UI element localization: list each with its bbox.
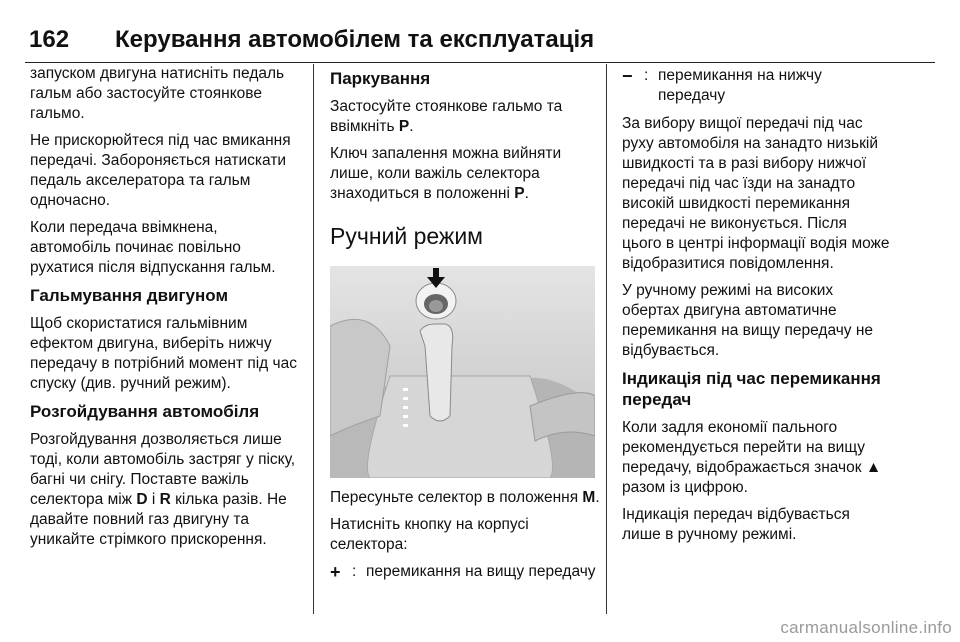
gear-p-label: P (514, 185, 525, 202)
column-2 (330, 64, 602, 590)
gear-selector-drawing (330, 266, 595, 478)
paragraph: Коли передача ввімкнена, автомобіль починає повільно рухатися після відпускання гальм. (30, 219, 276, 276)
gear-selector-illustration (330, 266, 595, 478)
page-header (25, 18, 935, 63)
paragraph: У ручному режимі на високих обертах двигуна автоматичне перемикання на вищу передачу не відбувається. (622, 282, 874, 359)
gear-r-label: R (159, 491, 171, 508)
section-heading-engine-braking: Гальмування двигуном (30, 286, 229, 305)
paragraph: Ключ запалення можна вийняти лише, коли важіль селектора знаходиться в положенні P. (330, 145, 562, 202)
paragraph: Натисніть кнопку на корпусі селектора: (330, 516, 529, 553)
section-heading-parking: Паркування (330, 69, 431, 88)
list-item-shift-up: + : перемикання на вищу передачу (330, 562, 596, 582)
section-heading-manual-mode: Ручний режим (330, 223, 483, 249)
section-heading-shift-indicator: Індикація під час перемикання передач (622, 369, 881, 409)
page-number: 162 (29, 26, 70, 53)
gear-p-label: P (398, 118, 410, 135)
column-divider-2 (606, 64, 607, 614)
paragraph: Пересуньте селектор в положення M. (330, 489, 600, 506)
column-1 (30, 64, 302, 557)
page-title: Керування автомобілем та експлуатація (115, 26, 595, 53)
paragraph: Застосуйте стоянкове гальмо та ввімкніть P. (330, 98, 563, 135)
watermark: carmanualsonline.info (780, 618, 952, 637)
column-3 (622, 64, 890, 552)
list-item-shift-down: − : перемикання на нижчу передачу (622, 66, 822, 104)
paragraph: Коли задля економії пального рекомендується перейти на вищу передачу, відображається значок ▲ разом із цифрою. (622, 419, 882, 496)
section-heading-rocking: Розгойдування автомобіля (30, 402, 260, 421)
paragraph: Не прискорюйтеся під час вмикання передачі. Забороняється натискати педаль акселератора та гальм одночасно. (30, 132, 291, 209)
paragraph: За вибору вищої передачі під час руху автомобіля на занадто низькій швидкості та в разі вибору нижчої передачі під час їзди на занадто високій швидкості перемикання передачі не виконується. Після цього в центрі інформації водія може відобразитися повідомлення. (622, 115, 890, 272)
paragraph: Розгойдування дозволяється лише тоді, коли автомобіль застряг у піску, багні чи снігу. Поставте важіль селектора між D і R кілька разів. Не давайте повний газ двигуну та уникайте стрімкого прискорення. (30, 431, 296, 548)
minus-icon: − (622, 66, 633, 86)
column-divider-1 (313, 64, 314, 614)
plus-icon: + (330, 562, 341, 582)
gear-m-label: M (582, 489, 596, 506)
paragraph: запуском двигуна натисніть педаль гальм або застосуйте стоянкове гальмо. (30, 65, 285, 122)
paragraph: Індикація передач відбувається лише в ручному режимі. (622, 506, 850, 543)
paragraph: Щоб скористатися гальмівним ефектом двигуна, виберіть нижчу передачу в потрібний момент під час спуску (див. ручний режим). (30, 315, 297, 392)
gear-d-label: D (136, 491, 148, 508)
